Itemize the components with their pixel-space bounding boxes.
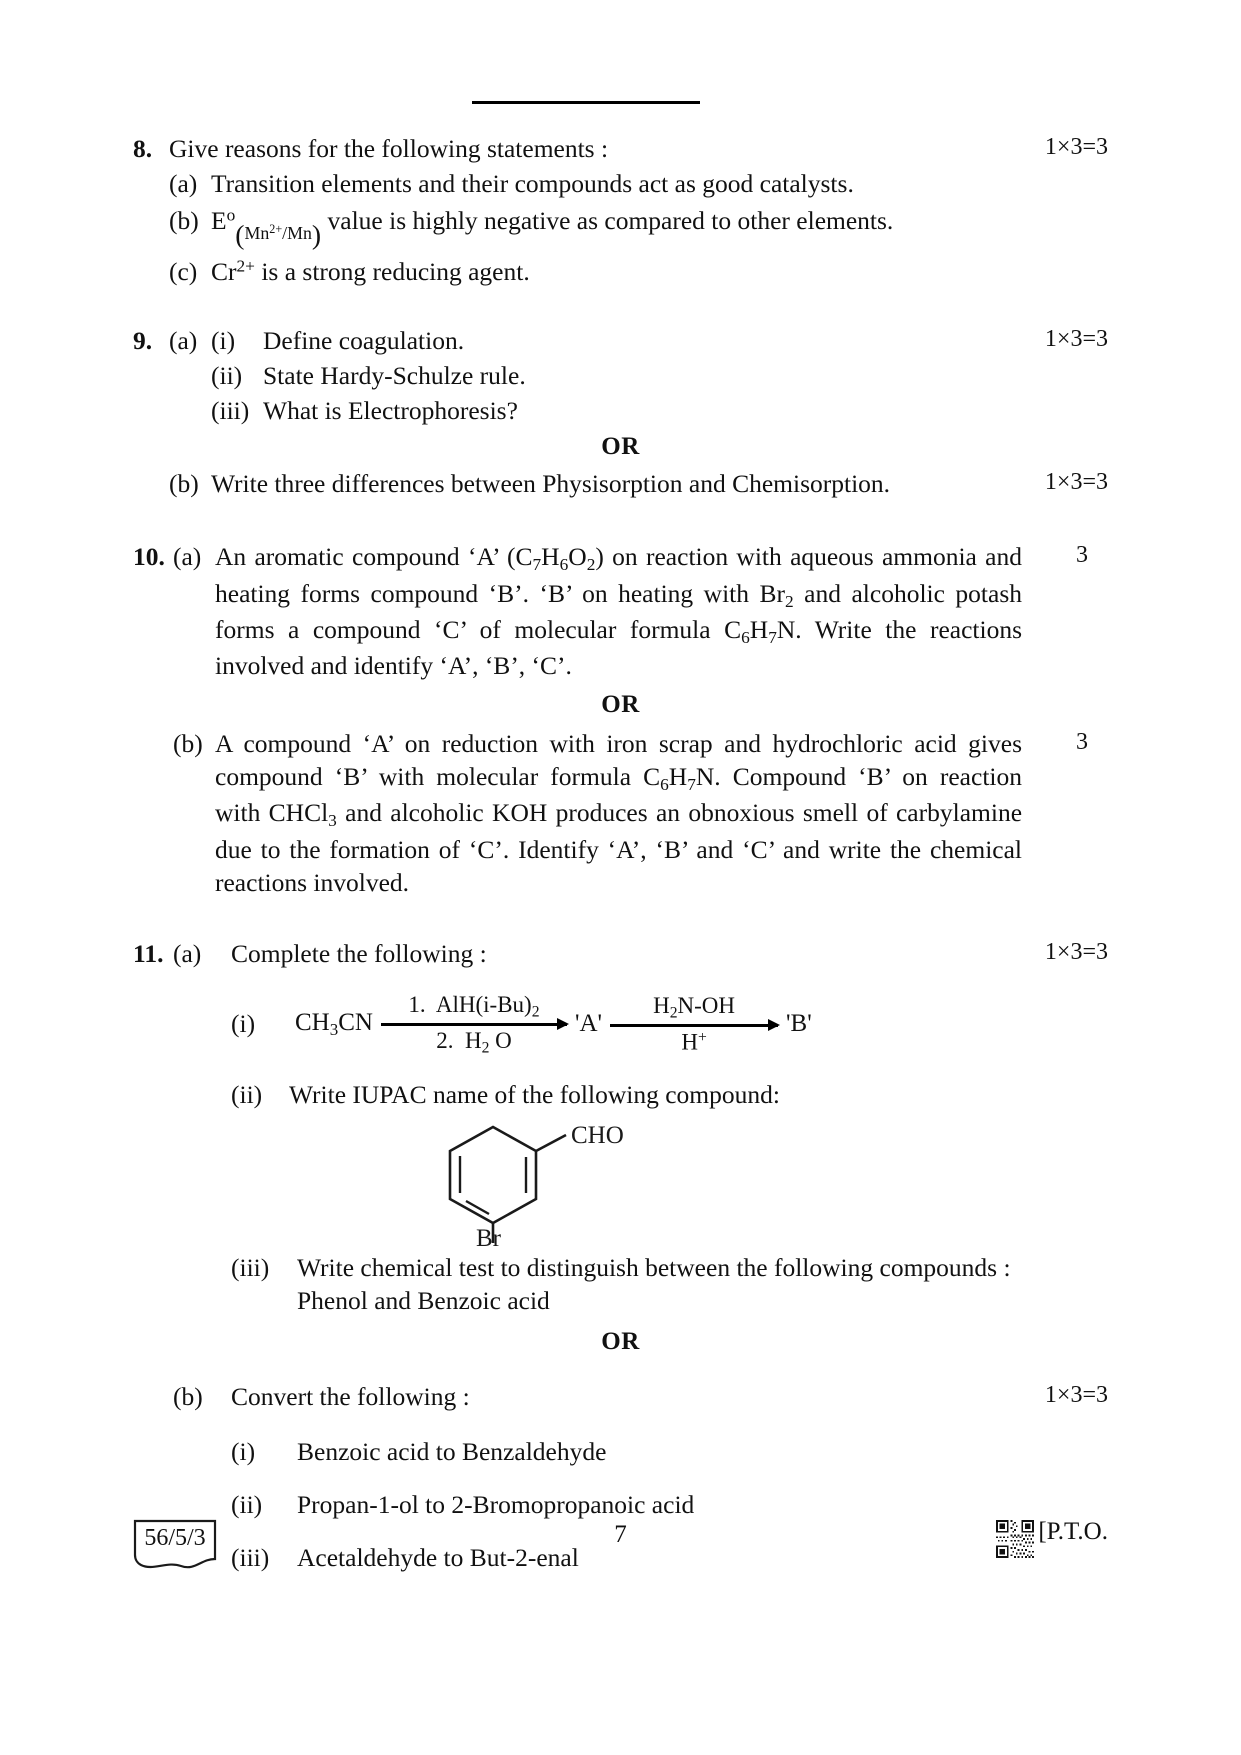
chromium-symbol: Cr [211, 256, 237, 286]
question-8c-label: (c) [169, 256, 198, 286]
standard-potential-symbol: E [211, 206, 227, 236]
question-9-number: 9. [133, 325, 153, 355]
turn-over-group [996, 1519, 1108, 1558]
question-11aiii-row [133, 1251, 1108, 1284]
question-11-or-divider: OR [601, 1327, 640, 1355]
charge-superscript: 2+ [236, 256, 255, 276]
question-9ai-text: Define coagulation. [263, 325, 465, 355]
question-10a-row [133, 540, 1108, 682]
question-11aiii-label: (iii) [231, 1253, 270, 1283]
benzene-ring-svg [414, 1121, 644, 1249]
question-8c-text [211, 255, 1108, 288]
intermediate-A: 'A' [574, 1009, 603, 1037]
question-9aiii-row [133, 394, 1108, 427]
question-11a-stem: Complete the following : [231, 938, 487, 968]
question-11b-stem: Convert the following : [231, 1381, 470, 1411]
question-8-marks: 1×3=3 [1044, 134, 1108, 160]
question-9aii-row [133, 359, 1108, 392]
question-9aii-label: (ii) [211, 360, 243, 390]
reagent-acid: H+ [681, 1028, 707, 1055]
question-11 [133, 937, 1108, 1574]
question-8b-label: (b) [169, 206, 199, 236]
question-8a-text: Transition elements and their compounds act as good catalysts. [211, 169, 854, 199]
paper-code-text: 56/5/3 [144, 1525, 206, 1551]
question-11aii-label: (ii) [231, 1080, 263, 1110]
double-bond-bottom-left [466, 1201, 489, 1214]
question-10-or-divider: OR [601, 690, 640, 718]
question-8b-row [133, 204, 1108, 248]
substituent-cho-label: CHO [571, 1122, 624, 1150]
reaction-arrow-1 [381, 992, 567, 1056]
question-10b-row [133, 727, 1108, 899]
question-9b-marks: 1×3=3 [1044, 469, 1108, 496]
question-11a-stem-row [133, 937, 1108, 970]
question-11bii-text: Propan-1-ol to 2-Bromopropanoic acid [297, 1489, 695, 1519]
arrow-shaft-2 [610, 1024, 778, 1027]
question-10 [133, 540, 1108, 899]
top-horizontal-rule [472, 101, 700, 104]
question-10a-label: (a) [173, 542, 202, 572]
bond-to-cho [536, 1135, 566, 1151]
reagent-step-1: 1. $AlH(i-Bu)_2$ [408, 991, 540, 1021]
question-9-or-divider: OR [601, 433, 640, 461]
page-number: 7 [614, 1521, 627, 1548]
degree-superscript: o [226, 205, 236, 225]
question-11bi-label: (i) [231, 1436, 256, 1466]
question-11aiii-text: Write chemical test to distinguish between the following compounds : [297, 1253, 1011, 1283]
question-10b-text: A compound ‘A’ on reduction with iron scrap and hydrochloric acid gives compound ‘B’ with molecular formula $C_6H_7N$. Compound ‘B’ on reaction with CHCl$_3$ and alcoholic KOH produces an obnoxious smell of carbylamine due to the formation of ‘C’. Identify ‘A’, ‘B’ and ‘C’ and write the chemical reactions involved. [215, 728, 1023, 897]
question-8c-row [133, 255, 1108, 288]
question-11b-marks: 1×3=3 [1044, 1381, 1108, 1408]
question-11aiii-row-2 [133, 1284, 1108, 1317]
question-9aii-text: State Hardy-Schulze rule. [263, 360, 526, 390]
reagent-step-2: 2. $H_2$ O [436, 1027, 512, 1056]
benzene-hexagon [450, 1127, 536, 1223]
question-9 [133, 324, 1108, 501]
substituent-br-label: Br [476, 1225, 501, 1250]
question-11aiii-text-line2: Phenol and Benzoic acid [297, 1286, 550, 1316]
question-9b-label: (b) [169, 469, 199, 499]
question-11biii-text: Acetaldehyde to But-2-enal [297, 1542, 579, 1572]
compound-structure-container [133, 1121, 1108, 1251]
question-9ai-label: (i) [211, 325, 236, 355]
question-11bii-label: (ii) [231, 1489, 263, 1519]
question-11aii-text: Write IUPAC name of the following compound: [289, 1080, 780, 1110]
question-11b-label: (b) [173, 1381, 203, 1411]
question-8c-remainder: is a strong reducing agent. [261, 256, 530, 286]
question-11bi-row [133, 1435, 1108, 1468]
product-B: 'B' [786, 1009, 812, 1037]
question-10b-marks: 3 [1076, 728, 1088, 755]
3-bromobenzaldehyde-structure [414, 1121, 644, 1254]
question-11bi-text: Benzoic acid to Benzaldehyde [297, 1436, 607, 1466]
question-11ai-label: (i) [231, 1009, 256, 1039]
turn-over-label: [P.T.O. [1038, 1518, 1108, 1545]
question-8-stem-row [133, 132, 1108, 165]
question-9b-text: Write three differences between Physisorption and Chemisorption. [211, 469, 891, 499]
question-content-column [133, 132, 1108, 1574]
question-11a-label: (a) [173, 938, 202, 968]
question-11-number: 11. [133, 938, 164, 968]
question-10-number: 10. [133, 542, 165, 572]
question-9a-label: (a) [169, 325, 198, 355]
question-10a-marks: 3 [1076, 542, 1088, 569]
question-10b-label: (b) [173, 728, 203, 758]
question-8a-label: (a) [169, 169, 198, 199]
question-8 [133, 132, 1108, 288]
question-8-stem: Give reasons for the following statements : [169, 134, 609, 163]
question-9aiii-text: What is Electrophoresis? [263, 395, 518, 425]
question-8b-text [211, 204, 1108, 248]
redox-couple-subscript: $(Mn^{2+}/Mn)$ [235, 218, 322, 250]
question-11aii-row [133, 1078, 1108, 1111]
question-8-number: 8. [133, 134, 153, 163]
question-9aiii-label: (iii) [211, 395, 250, 425]
question-9a-marks: 1×3=3 [1044, 325, 1108, 352]
page-footer [133, 1519, 1108, 1589]
reagent-hydroxylamine: $H_2N-OH$ [653, 993, 736, 1022]
question-9b-row [133, 467, 1108, 500]
question-8a-row [133, 167, 1108, 200]
reactant-acetonitrile: $CH_3CN$ [295, 1009, 373, 1039]
arrow-shaft-1 [381, 1023, 567, 1026]
question-11b-stem-row [133, 1380, 1108, 1413]
question-11a-marks: 1×3=3 [1044, 938, 1108, 965]
question-11biii-label: (iii) [231, 1542, 270, 1572]
reaction-scheme [289, 992, 1108, 1056]
question-11bii-row [133, 1488, 1108, 1521]
question-9ai-row [133, 324, 1108, 357]
reaction-arrow-2 [610, 993, 778, 1054]
question-10a-text: An aromatic compound ‘A’ $(C_7H_6O_2)$ on reaction with aqueous ammonia and heating forms compound ‘B’. ‘B’ on heating with $Br_2$ and alcoholic potash forms a compound ‘C’ of molecular formula $C_6H_7N$. Write the reactions involved and identify ‘A’, ‘B’, ‘C’. [215, 542, 1023, 681]
question-8b-remainder: value is highly negative as compared to other elements. [327, 206, 894, 236]
qr-code-icon [996, 1520, 1034, 1558]
question-11ai-row [133, 992, 1108, 1056]
